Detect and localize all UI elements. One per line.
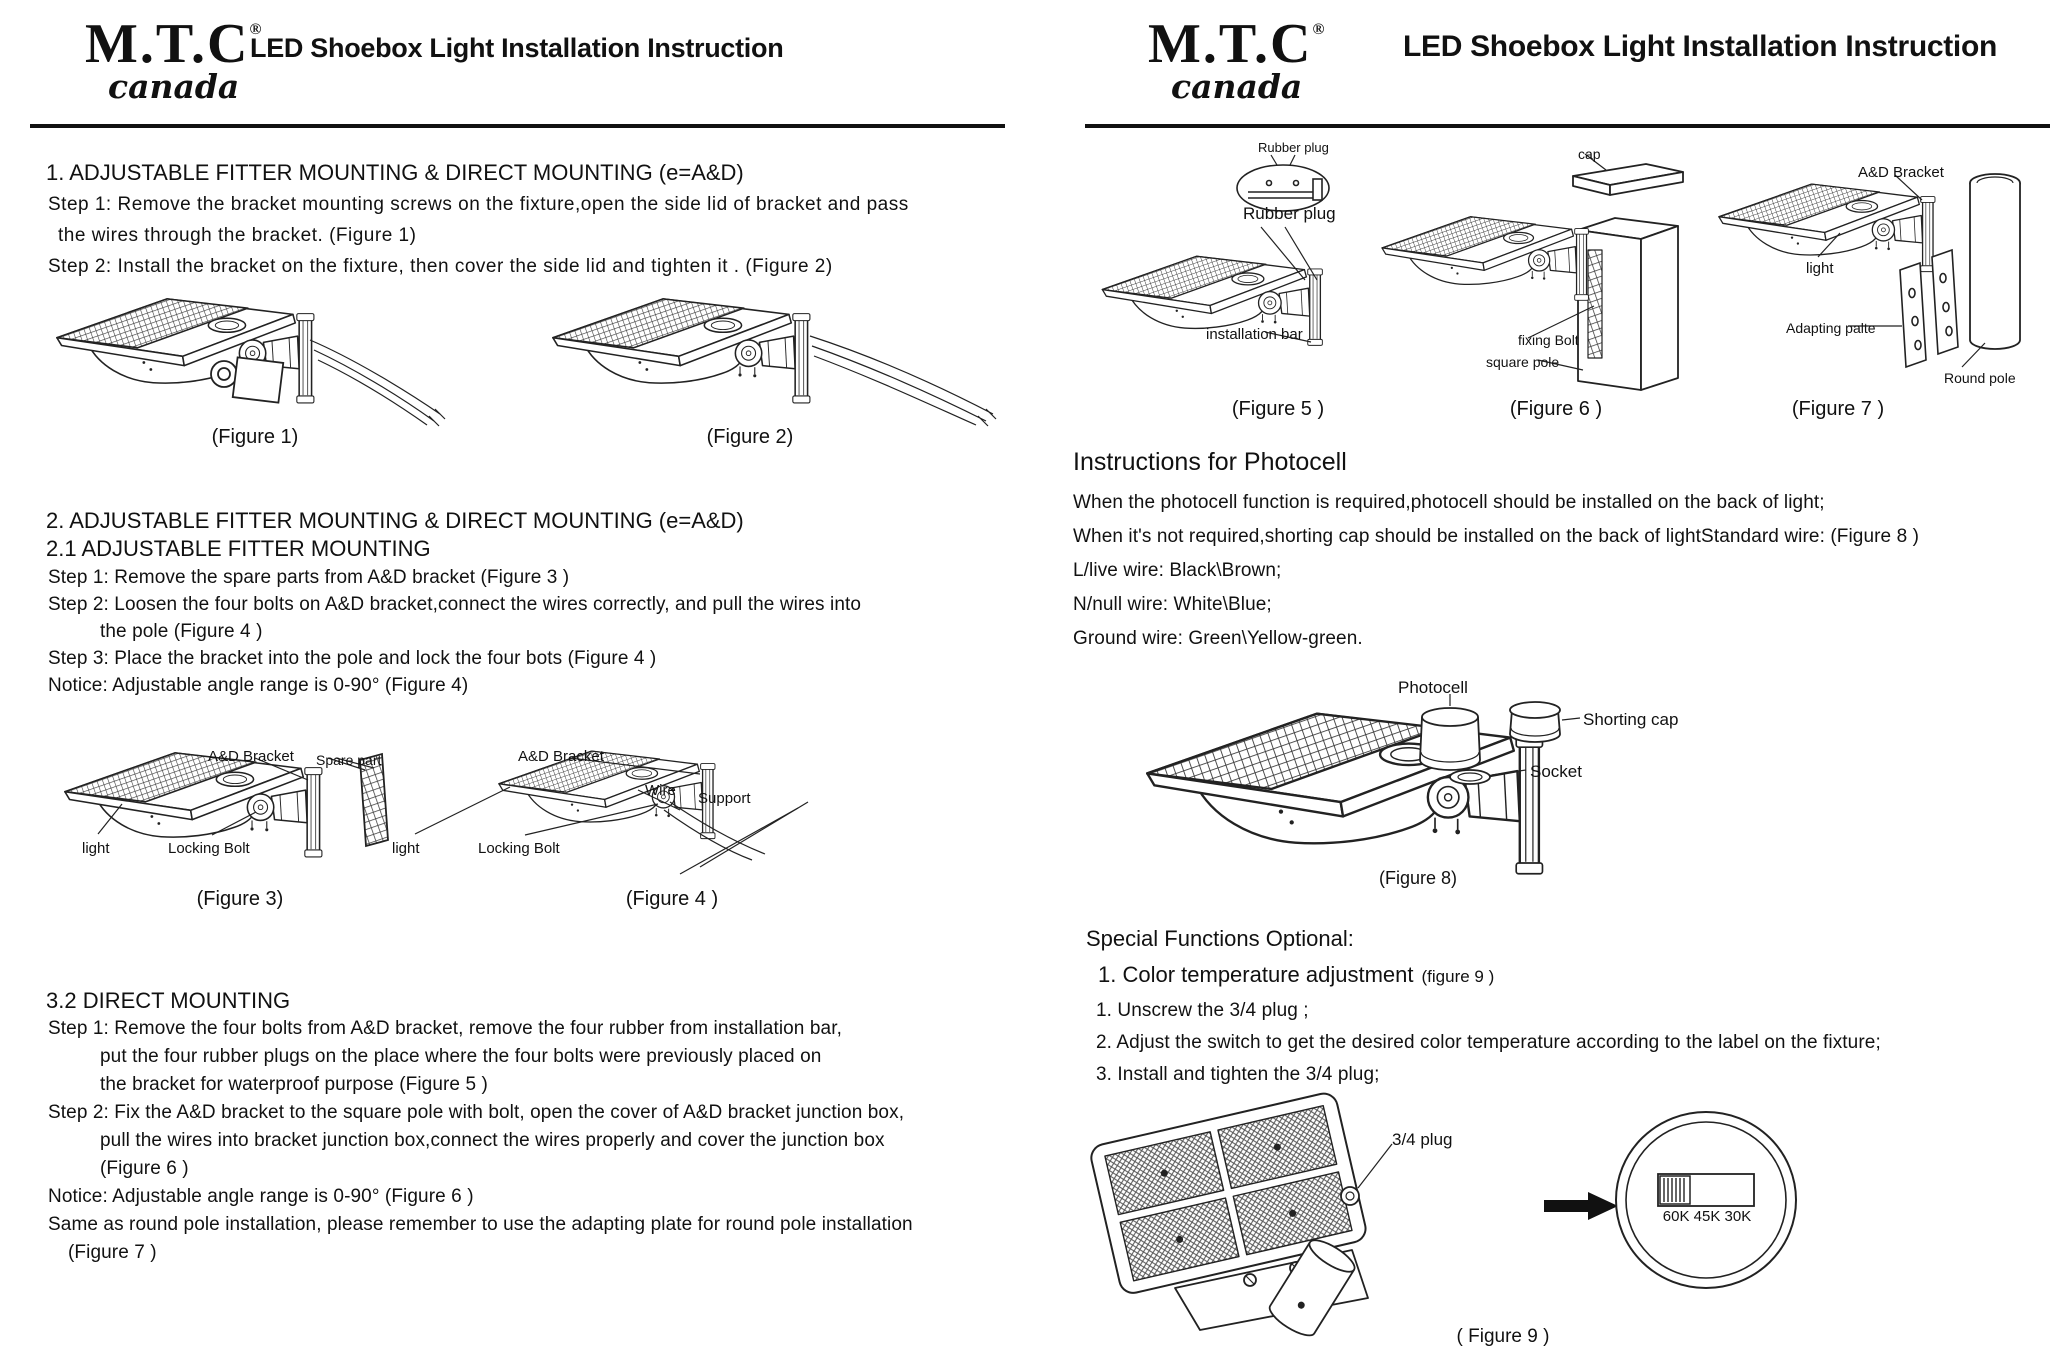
photocell-heading: Instructions for Photocell — [1073, 448, 1347, 476]
figure-8-label-photocell: Photocell — [1398, 678, 1468, 697]
figure-4-label-light: light — [392, 840, 420, 857]
registered-mark-icon: ® — [249, 21, 262, 38]
figure-7-label-round-pole: Round pole — [1944, 370, 2016, 386]
section-3-step1-line2: put the four rubber plugs on the place where the four bolts were previously placed on — [100, 1046, 822, 1067]
figure-6-label-fixing-bolt: fixing Bolt — [1518, 332, 1579, 348]
figure-7-label-light: light — [1806, 260, 1834, 277]
arrow-icon — [1542, 1188, 1622, 1224]
section-3-step2-line2: pull the wires into bracket junction box,connect the wires properly and cover the junction box — [100, 1130, 885, 1151]
figure-2-caption: (Figure 2) — [706, 426, 794, 448]
section-2-notice: Notice: Adjustable angle range is 0-90° (Figure 4) — [48, 675, 469, 696]
figure-9-caption: ( Figure 9 ) — [1456, 1326, 1550, 1347]
figure-2-drawing — [548, 288, 1000, 428]
photocell-line3: L/live wire: Black\Brown; — [1073, 560, 1282, 581]
section-2-step2-line1: Step 2: Loosen the four bolts on A&D bracket,connect the wires correctly, and pull the wires into — [48, 594, 862, 615]
section-3-notice: Notice: Adjustable angle range is 0-90° (Figure 6 ) — [48, 1186, 474, 1207]
figure-5-label-installation-bar: installation bar — [1206, 326, 1303, 343]
figure-3-label-spare-part: Spare part — [316, 752, 382, 768]
brand-sublogo-right: canada — [1171, 67, 1303, 106]
special-functions-heading: Special Functions Optional: — [1086, 926, 1354, 951]
figure-6-caption: (Figure 6 ) — [1509, 398, 1603, 420]
figure-1-caption: (Figure 1) — [211, 426, 299, 448]
figure-9-dial-drawing — [1612, 1108, 1800, 1296]
section-3-heading: 3.2 DIRECT MOUNTING — [46, 988, 291, 1013]
photocell-line2: When it's not required,shorting cap should be installed on the back of lightStandard wire: (Figure 8 ) — [1073, 526, 1920, 547]
photocell-line5: Ground wire: Green\Yellow-green. — [1073, 628, 1363, 649]
special-item-1: 1. Unscrew the 3/4 plug ; — [1096, 1000, 1309, 1021]
photocell-line4: N/null wire: White\Blue; — [1073, 594, 1272, 615]
figure-8-label-shorting-cap: Shorting cap — [1583, 710, 1679, 729]
figure-8-caption: (Figure 8) — [1378, 868, 1458, 888]
header-divider — [30, 124, 1005, 128]
figure-7-label-bracket: A&D Bracket — [1858, 164, 1944, 181]
section-2-heading: 2. ADJUSTABLE FITTER MOUNTING & DIRECT MOUNTING (e=A&D) — [46, 508, 744, 533]
figure-9-switch-labels: 60K 45K 30K — [1662, 1208, 1752, 1225]
section-3-step2-line3: (Figure 6 ) — [100, 1158, 189, 1179]
color-temp-subheading: 1. Color temperature adjustment (figure 9 ) — [1098, 962, 1495, 987]
section-2-step1: Step 1: Remove the spare parts from A&D bracket (Figure 3 ) — [48, 567, 570, 588]
section-3-step1-line1: Step 1: Remove the four bolts from A&D bracket, remove the four rubber from installation bar, — [48, 1018, 842, 1039]
figure-4-label-support: Support — [698, 790, 751, 807]
brand-sublogo: canada — [108, 67, 240, 106]
figure-4-label-wire: Wire — [645, 782, 676, 799]
section-1-heading: 1. ADJUSTABLE FITTER MOUNTING & DIRECT MOUNTING (e=A&D) — [46, 160, 744, 185]
section-2-step3: Step 3: Place the bracket into the pole and lock the four bots (Figure 4 ) — [48, 648, 657, 669]
section-3-roundpole-line2: (Figure 7 ) — [68, 1242, 157, 1263]
figure-3-label-locking-bolt: Locking Bolt — [168, 840, 250, 857]
figure-7-label-adapting-plate: Adapting palte — [1786, 320, 1876, 336]
section-2-step2-line2: the pole (Figure 4 ) — [100, 621, 263, 642]
figure-4-label-bracket: A&D Bracket — [518, 748, 604, 765]
figure-9-label-plug: 3/4 plug — [1392, 1130, 1453, 1149]
registered-mark-icon: ® — [1312, 21, 1325, 38]
figure-4-label-locking-bolt: Locking Bolt — [478, 840, 560, 857]
page-title-right: LED Shoebox Light Installation Instruction — [1402, 30, 1998, 63]
figure-4-caption: (Figure 4 ) — [625, 888, 719, 910]
section-3-step2-line1: Step 2: Fix the A&D bracket to the square pole with bolt, open the cover of A&D bracket junction box, — [48, 1102, 905, 1123]
figure-3-label-light: light — [82, 840, 110, 857]
figure-5-caption: (Figure 5 ) — [1231, 398, 1325, 420]
brand-logo-right: M.T.C® — [1148, 13, 1325, 75]
brand-logo: M.T.C® — [85, 13, 262, 75]
color-temp-figure-ref: (figure 9 ) — [1421, 967, 1495, 986]
section-3-step1-line3: the bracket for waterproof purpose (Figure 5 ) — [100, 1074, 488, 1095]
header-divider-right — [1085, 124, 2050, 128]
section-1-step1-line2: the wires through the bracket. (Figure 1) — [58, 225, 417, 246]
section-3-roundpole-line1: Same as round pole installation, please remember to use the adapting plate for round pole installation — [48, 1214, 913, 1235]
figure-7-drawing — [1700, 145, 2050, 390]
section-1-step2: Step 2: Install the bracket on the fixture, then cover the side lid and tighten it . (Figure 2) — [48, 256, 833, 277]
figure-8-label-socket: Socket — [1530, 762, 1582, 781]
figure-3-caption: (Figure 3) — [196, 888, 284, 910]
figure-5-drawing — [1093, 152, 1365, 384]
figure-6-label-square-pole: square pole — [1486, 354, 1560, 370]
photocell-line1: When the photocell function is required,photocell should be installed on the back of light; — [1073, 492, 1825, 513]
figure-3-label-bracket: A&D Bracket — [208, 748, 294, 765]
section-1-step1-line1: Step 1: Remove the bracket mounting screws on the fixture,open the side lid of bracket and pass — [48, 194, 909, 215]
section-2-subheading: 2.1 ADJUSTABLE FITTER MOUNTING — [46, 536, 431, 561]
page-title: LED Shoebox Light Installation Instruction — [250, 33, 784, 63]
figure-5-label-rubber-plug: Rubber plug — [1243, 204, 1336, 223]
special-item-2: 2. Adjust the switch to get the desired color temperature according to the label on the fixture; — [1096, 1032, 1881, 1053]
figure-6-label-cap: cap — [1578, 146, 1601, 162]
figure-5-label-rubber-plug-small: Rubber plug — [1258, 140, 1329, 155]
figure-7-caption: (Figure 7 ) — [1791, 398, 1885, 420]
special-item-3: 3. Install and tighten the 3/4 plug; — [1096, 1064, 1380, 1085]
figure-9-drawing — [1100, 1088, 1445, 1343]
figure-1-drawing — [52, 288, 452, 428]
